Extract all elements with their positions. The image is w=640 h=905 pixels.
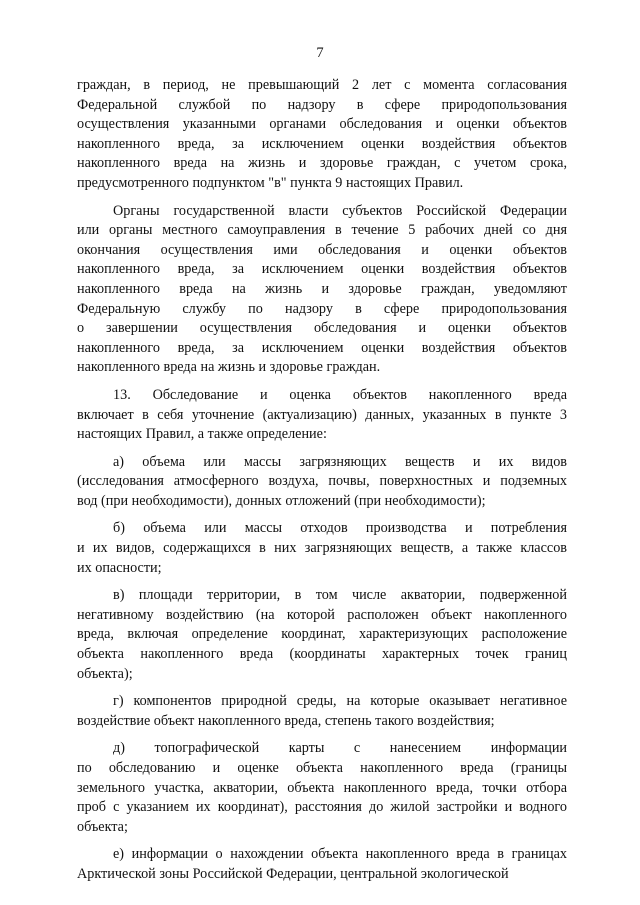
text-line: объекта накопленного вреда (координаты характерных точек границ — [77, 646, 567, 663]
paragraph — [77, 519, 567, 578]
text-line: Арктической зоны Российской Федерации, центральной экологической — [77, 865, 509, 882]
text-line: и их видов, содержащихся в них загрязняющих веществ, а также классов — [77, 540, 567, 557]
text-line: вод (при необходимости), донных отложений (при необходимости); — [77, 492, 486, 509]
text-line: Федеральной службой по надзору в сфере природопользования — [77, 96, 567, 113]
text-line: включает в себя уточнение (актуализацию) данных, указанных в пункте 3 — [77, 406, 567, 423]
text-line: накопленного вреда, за исключением оценки воздействия объектов — [77, 135, 567, 152]
document-body — [77, 76, 567, 885]
text-line: вреда, включая определение координат, характеризующих расположение — [77, 626, 567, 643]
text-line: настоящих Правил, а также определение: — [77, 426, 327, 443]
text-line: е) информации о нахождении объекта накопленного вреда в границах — [113, 846, 567, 863]
text-line: о завершении осуществления обследования и оценки объектов — [77, 320, 567, 337]
text-line: или органы местного самоуправления в течение 5 рабочих дней со дня — [77, 222, 567, 239]
text-line: 13. Обследование и оценка объектов накопленного вреда — [113, 386, 567, 403]
text-line: объекта; — [77, 818, 128, 835]
text-line: накопленного вреда, за исключением оценки воздействия объектов — [77, 261, 567, 278]
paragraph — [77, 586, 567, 684]
text-line: предусмотренного подпунктом "в" пункта 9 настоящих Правил. — [77, 174, 464, 191]
text-line: объекта); — [77, 665, 133, 682]
text-line: накопленного вреда на жизнь и здоровье граждан, с учетом срока, — [77, 155, 567, 172]
text-line: накопленного вреда на жизнь и здоровье граждан. — [77, 359, 381, 376]
text-line: земельного участка, акватории, объекта накопленного вреда, точки отбора — [77, 779, 567, 796]
paragraph — [77, 76, 567, 194]
paragraph — [77, 453, 567, 512]
text-line: д) топографической карты с нанесением информации — [113, 740, 567, 757]
paragraph — [77, 386, 567, 445]
text-line: Органы государственной власти субъектов Российской Федерации — [113, 202, 567, 219]
text-line: в) площади территории, в том числе акватории, подверженной — [113, 587, 567, 604]
paragraph — [77, 692, 567, 731]
paragraph — [77, 845, 567, 884]
text-line: а) объема или массы загрязняющих веществ и их видов — [113, 453, 567, 470]
text-line: осуществления указанными органами обследования и оценки объектов — [77, 116, 567, 133]
paragraph — [77, 739, 567, 837]
paragraph — [77, 202, 567, 378]
text-line: негативному воздействию (на которой расположен объект накопленного — [77, 606, 567, 623]
text-line: (исследования атмосферного воздуха, почвы, поверхностных и подземных — [77, 473, 567, 490]
text-line: их опасности; — [77, 559, 162, 576]
text-line: г) компонентов природной среды, на которые оказывает негативное — [113, 693, 567, 710]
text-line: воздействие объект накопленного вреда, степень такого воздействия; — [77, 712, 495, 729]
page-number: 7 — [316, 45, 324, 61]
text-line: накопленного вреда, за исключением оценки воздействия объектов — [77, 339, 567, 356]
text-line: окончания осуществления ими обследования и оценки объектов — [77, 241, 567, 258]
text-line: по обследованию и оценке объекта накопленного вреда (границы — [77, 760, 567, 776]
text-line: Федеральную службу по надзору в сфере природопользования — [77, 300, 567, 317]
text-line: б) объема или массы отходов производства и потребления — [113, 520, 567, 537]
text-line: накопленного вреда на жизнь и здоровье граждан, уведомляют — [77, 280, 567, 297]
text-line: граждан, в период, не превышающий 2 лет с момента согласования — [77, 77, 567, 93]
text-line: проб с указанием их координат), расстояния до жилой застройки и водного — [77, 799, 567, 816]
